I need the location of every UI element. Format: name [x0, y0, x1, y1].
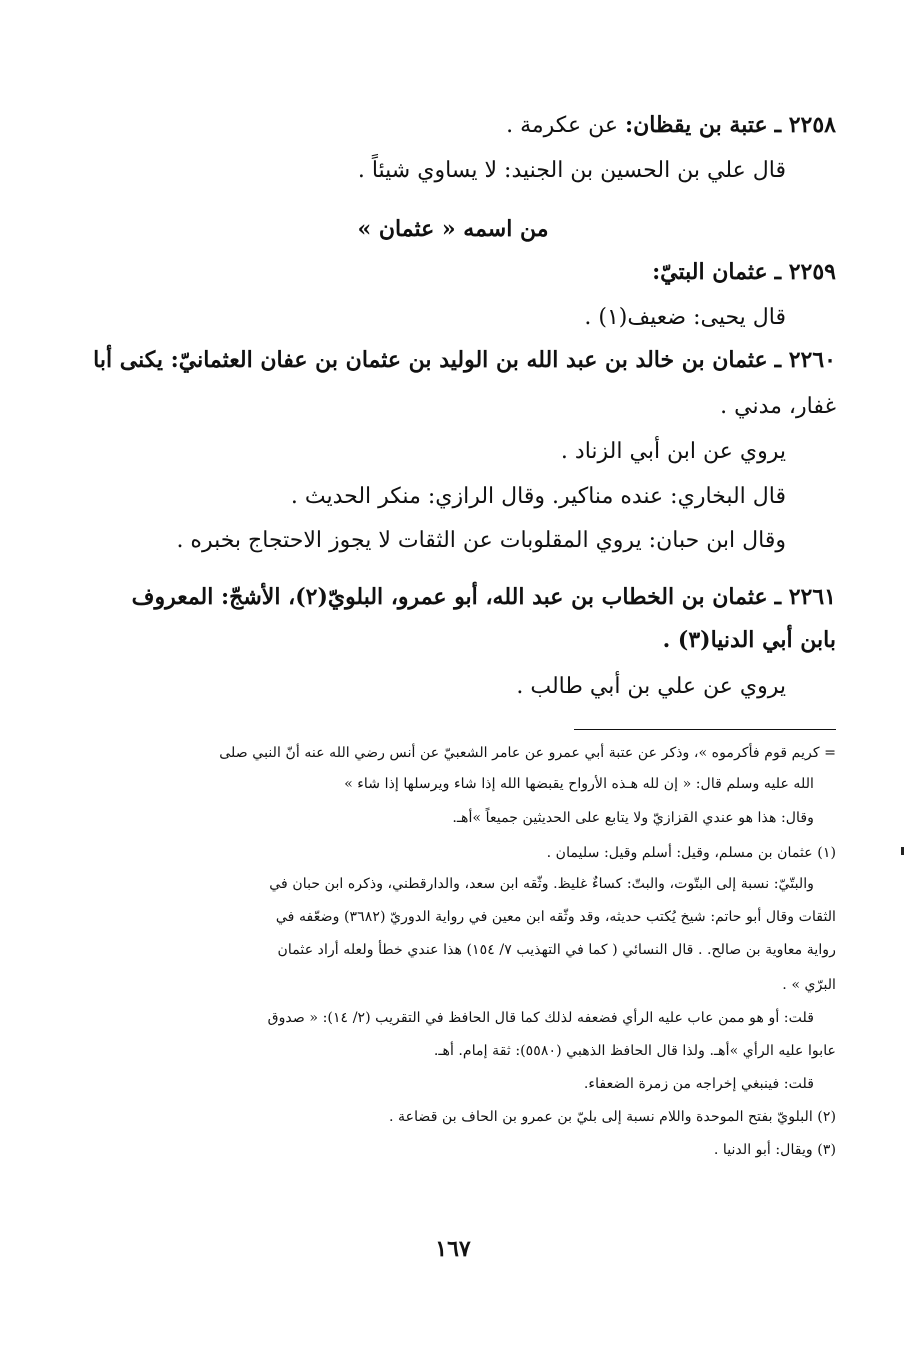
entry-number: ٢٢٥٩ ـ [774, 259, 836, 285]
entry-number: ٢٢٦١ ـ [774, 584, 836, 610]
footnote-line: قلت: فينبغي إخراجه من زمرة الضعفاء. [583, 1076, 814, 1092]
entry-name: عثمان بن الخطاب بن عبد الله، أبو عمرو، البلويّ(٢)، الأشجّ: المعروف [131, 584, 768, 610]
entry-number: ٢٢٦٠ ـ [774, 347, 836, 373]
footnote-line: رواية معاوية بن صالح. . قال النسائي ( كما في التهذيب ٧/ ١٥٤) هذا عندي خطأ ولعله أراد عثمان [277, 942, 836, 958]
entry-number: ٢٢٥٨ ـ [774, 112, 836, 138]
entry-name: عثمان البتيّ: [652, 259, 768, 285]
entry-2261-continuation: بابن أبي الدنيا(٣) . [662, 627, 836, 653]
entry-2260-line: وقال ابن حبان: يروي المقلوبات عن الثقات لا يجوز الاحتجاج بخبره . [176, 528, 786, 553]
footnote-line: = كريم قوم فأكرموه »، وذكر عن عتبة أبي عمرو عن عامر الشعبيّ عن أنس رضي الله عنه أنّ النبي صلى [219, 745, 836, 761]
entry-2259-line: قال يحيى: ضعيف(١) . [584, 305, 786, 330]
entry-text: عن عكرمة . [506, 113, 618, 138]
footnote-line: (١) عثمان بن مسلم، وقيل: أسلم وقيل: سليمان . [546, 845, 836, 861]
entry-2258-heading [70, 112, 836, 139]
entry-2259-heading [70, 259, 836, 286]
scan-mark [901, 847, 904, 855]
entry-name: عتبة بن يقظان: [624, 112, 768, 138]
entry-2260-continuation: غفار، مدني . [720, 394, 836, 419]
section-title: من اسمه « عثمان » [357, 216, 549, 242]
footnote-line: البرّي » . [782, 977, 836, 993]
footnote-line: (٢) البلويّ بفتح الموحدة واللام نسبة إلى بليّ بن عمرو بن الحاف بن قضاعة . [389, 1109, 836, 1125]
page-number: ١٦٧ [435, 1236, 471, 1262]
footnote-line: عابوا عليه الرأي »أهـ. ولذا قال الحافظ الذهبي (٥٥٨٠): ثقة إمام. أهـ. [433, 1043, 836, 1059]
entry-2260-heading [70, 347, 836, 374]
footnote-line: وقال: هذا هو عندي القزازيّ ولا يتابع على الحديثين جميعاً »أهـ. [452, 810, 814, 826]
entry-2260-line: يروي عن ابن أبي الزناد . [560, 439, 786, 464]
entry-2258-line: قال علي بن الحسين بن الجنيد: لا يساوي شيئاً . [357, 158, 786, 183]
entry-name: عثمان بن خالد بن عبد الله بن الوليد بن عثمان بن عفان العثمانيّ: يكنى أبا [93, 347, 768, 373]
entry-2261-line: يروي عن علي بن أبي طالب . [516, 674, 786, 699]
footnote-line: والبتّيّ: نسبة إلى البتّوت، والبتّ: كساءٌ غليظ. وثّقه ابن سعد، والدارقطني، وذكره ابن حبان في [269, 876, 814, 892]
footnote-separator [574, 729, 836, 730]
footnote-line: (٣) ويقال: أبو الدنيا . [713, 1142, 836, 1158]
footnote-line: الثقات وقال أبو حاتم: شيخ يُكتب حديثه، وقد وثّقه ابن معين في رواية الدوريّ (٣٦٨٢) وضعّفه في [275, 909, 836, 925]
footnote-line: الله عليه وسلم قال: « إن لله هـذه الأرواح يقبضها الله إذا شاء ويرسلها إذا شاء » [344, 776, 814, 792]
entry-2261-heading [70, 584, 836, 611]
footnote-line: قلت: أو هو ممن عاب عليه الرأي فضعفه لذلك كما قال الحافظ في التقريب (٢/ ١٤): « صدوق [267, 1010, 814, 1026]
entry-2260-line: قال البخاري: عنده مناكير. وقال الرازي: منكر الحديث . [290, 484, 786, 509]
